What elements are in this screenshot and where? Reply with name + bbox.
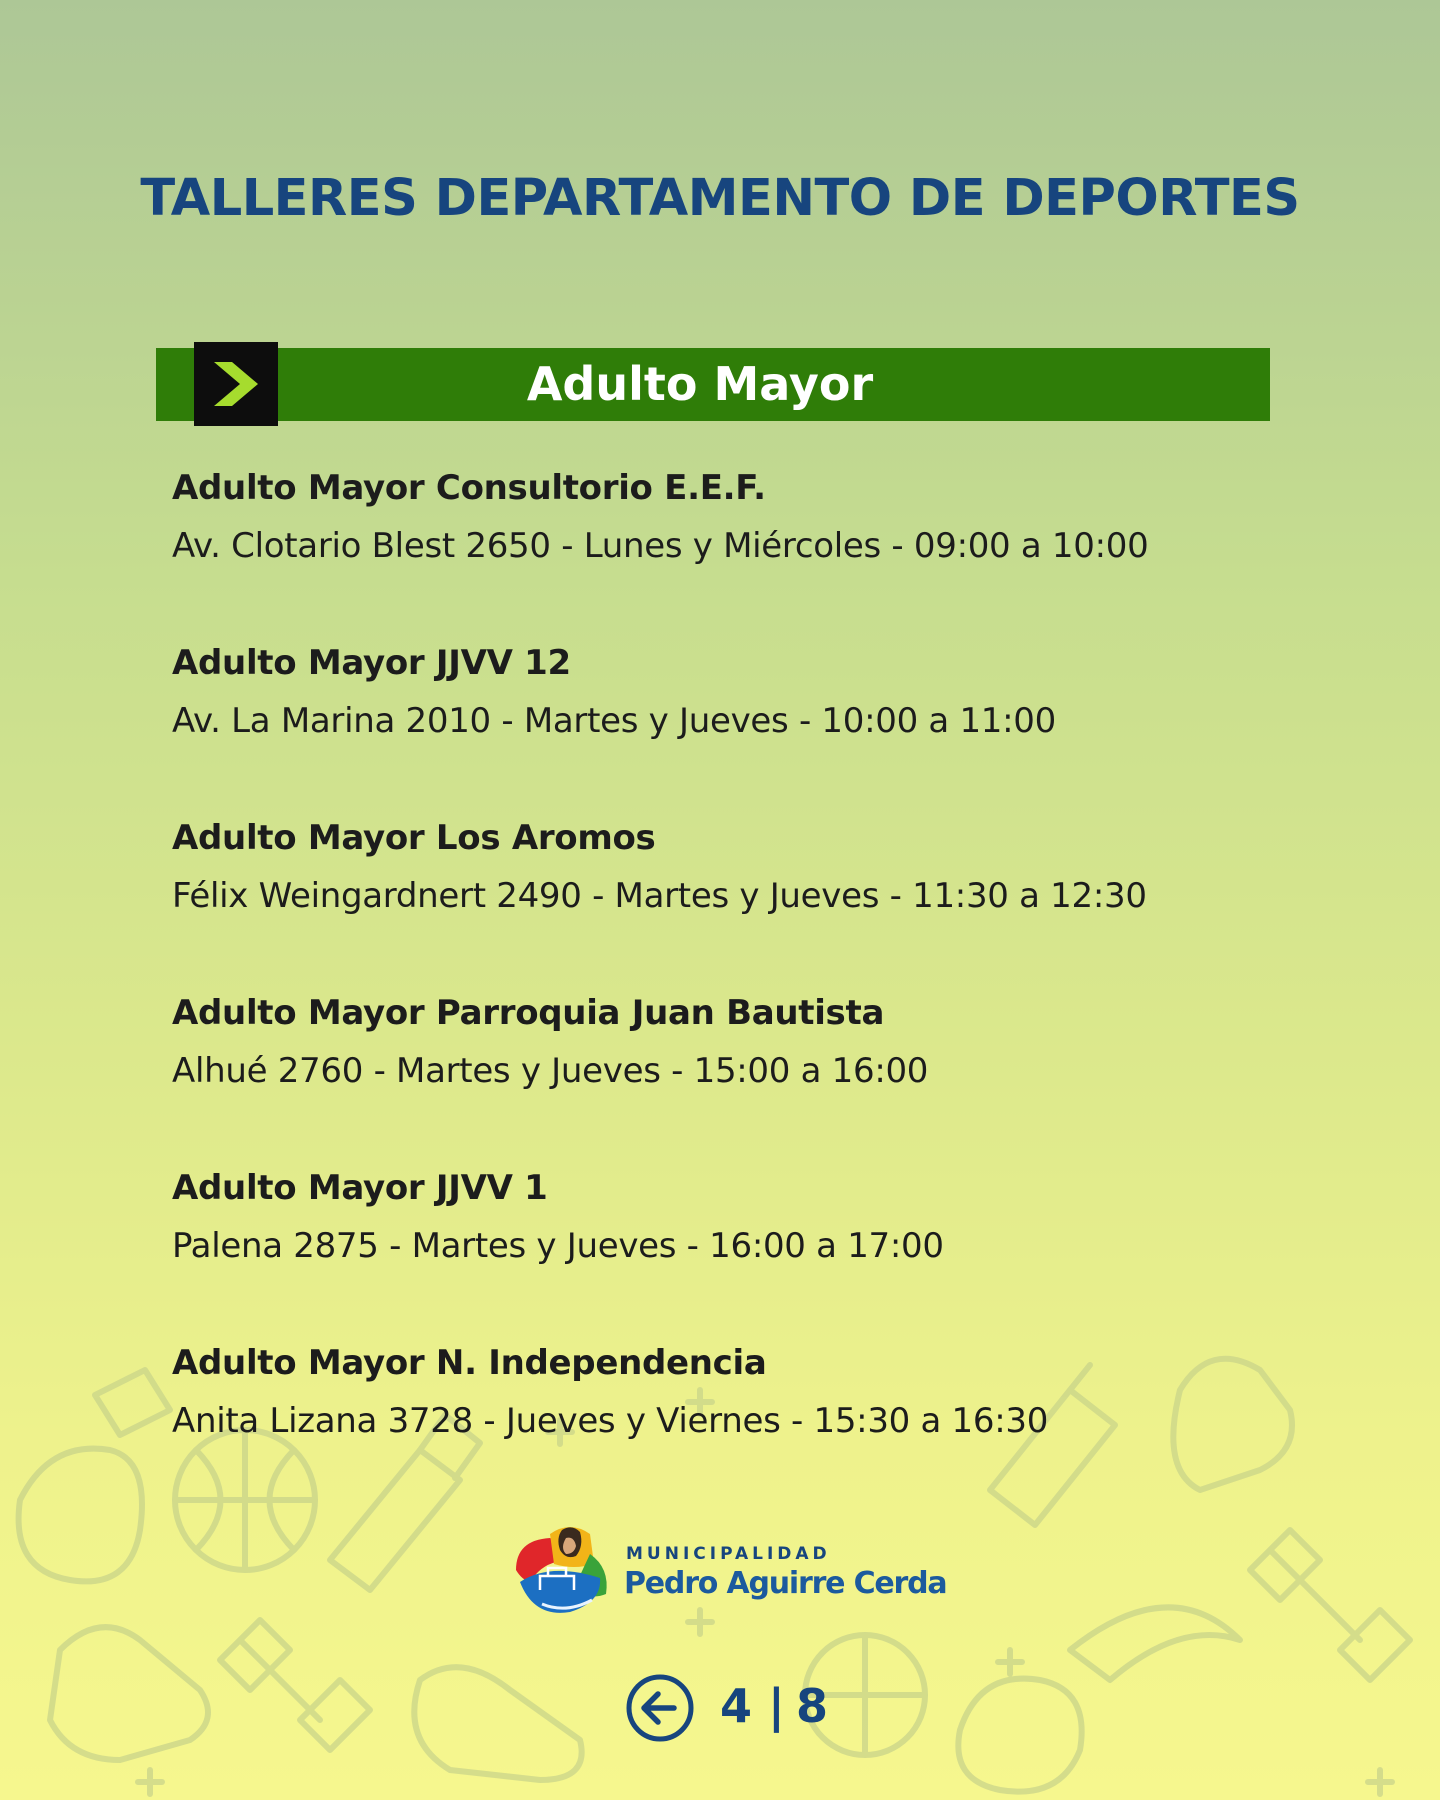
workshop-details: Alhué 2760 - Martes y Jueves - 15:00 a 16:00 [172, 1051, 929, 1091]
workshop-name: Adulto Mayor JJVV 1 [172, 1168, 548, 1208]
workshop-name: Adulto Mayor Parroquia Juan Bautista [172, 993, 885, 1033]
workshop-details: Félix Weingardnert 2490 - Martes y Jueves - 11:30 a 12:30 [172, 876, 1147, 916]
municipality-logo [508, 1516, 948, 1620]
logo-name: Pedro Aguirre Cerda [624, 1566, 947, 1601]
workshop-name: Adulto Mayor N. Independencia [172, 1343, 767, 1383]
section-arrow-box [194, 342, 278, 426]
workshop-details: Anita Lizana 3728 - Jueves y Viernes - 15:30 a 16:30 [172, 1401, 1049, 1441]
page-title: TALLERES DEPARTAMENTO DE DEPORTES [140, 169, 1300, 228]
workshop-item [172, 460, 1322, 635]
workshop-details: Av. La Marina 2010 - Martes y Jueves - 10:00 a 11:00 [172, 701, 1056, 741]
workshop-name: Adulto Mayor Consultorio E.E.F. [172, 468, 766, 508]
workshop-name: Adulto Mayor Los Aromos [172, 818, 656, 858]
municipality-emblem-icon [510, 1520, 614, 1620]
workshop-item [172, 810, 1322, 985]
page-total: 8 [796, 1679, 829, 1733]
logo-subtitle: MUNICIPALIDAD [626, 1544, 831, 1564]
workshop-item [172, 985, 1322, 1160]
section-title: Adulto Mayor [526, 357, 874, 411]
workshop-name: Adulto Mayor JJVV 12 [172, 643, 571, 683]
page-separator: | [768, 1679, 785, 1733]
workshop-item [172, 635, 1322, 810]
workshop-list [172, 460, 1322, 1510]
workshop-item [172, 1160, 1322, 1335]
workshop-details: Palena 2875 - Martes y Jueves - 16:00 a 17:00 [172, 1226, 944, 1266]
arrow-left-circle-icon[interactable] [624, 1672, 696, 1744]
workshop-item [172, 1335, 1322, 1510]
workshop-details: Av. Clotario Blest 2650 - Lunes y Miércoles - 09:00 a 10:00 [172, 526, 1149, 566]
chevron-right-icon [212, 362, 260, 406]
page-current: 4 [720, 1679, 753, 1733]
pagination [620, 1668, 860, 1748]
